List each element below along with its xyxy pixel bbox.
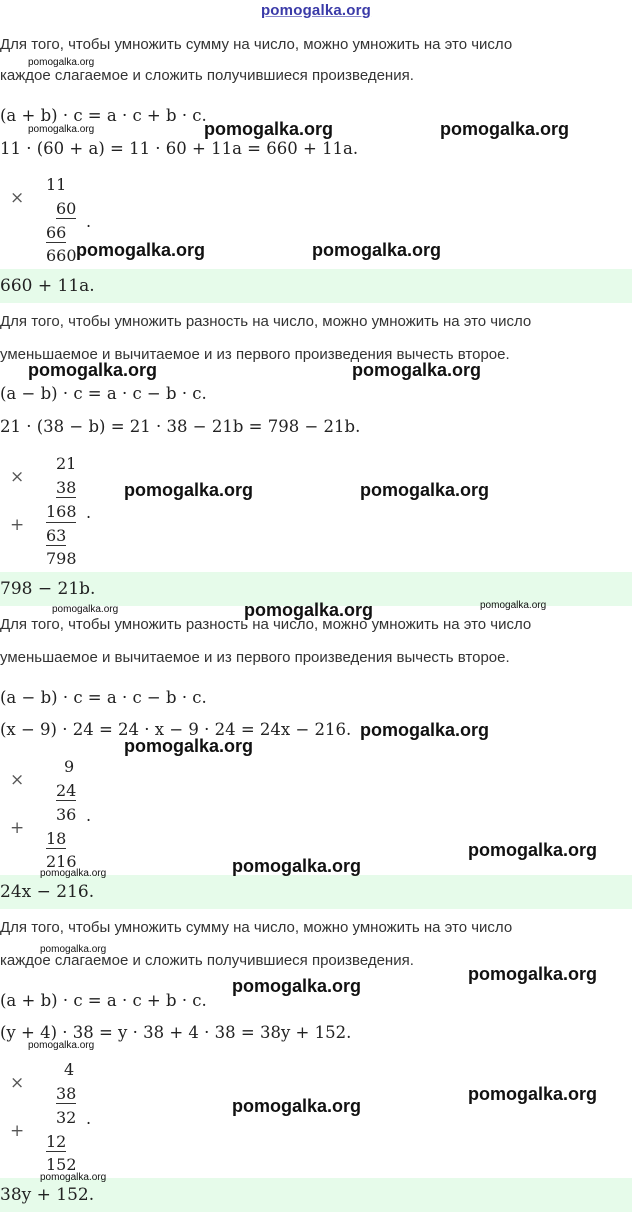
- watermark: pomogalka.org: [360, 720, 490, 740]
- answer: 798 − 21b.: [0, 579, 96, 599]
- watermark: pomogalka.org: [232, 976, 362, 996]
- rule-text-line-1: Для того, чтобы умножить сумму на число, можно умножить на это число: [0, 919, 513, 936]
- watermark: pomogalka.org: [468, 964, 598, 984]
- example-expression: (x − 9) · 24 = 24 · x − 9 · 24 = 24x − 216.: [0, 720, 352, 739]
- watermark: pomogalka.org: [76, 240, 206, 260]
- calc-factor: 60: [56, 199, 77, 218]
- formula: (a − b) · c = a · c − b · c.: [0, 384, 207, 403]
- rule-text-line-2: каждое слагаемое и сложить получившиеся произведения.: [0, 952, 414, 969]
- watermark: pomogalka.org: [468, 1084, 598, 1104]
- formula: (a + b) · c = a · c + b · c.: [0, 106, 207, 125]
- calc-partial-1: 66: [46, 223, 67, 242]
- watermark: pomogalka.org: [440, 119, 570, 139]
- watermark: pomogalka.org: [232, 1096, 362, 1116]
- answer: 24x − 216.: [0, 882, 95, 902]
- rule-text-line-2: уменьшаемое и вычитаемое и из первого произведения вычесть второе.: [0, 346, 510, 363]
- calc-partial-2: 12: [46, 1132, 67, 1151]
- calc-factor: 38: [56, 1084, 77, 1103]
- calc-result: 216: [46, 852, 77, 871]
- calc-top: 4: [64, 1060, 75, 1079]
- rule-text-line-2: уменьшаемое и вычитаемое и из первого произведения вычесть второе.: [0, 649, 510, 666]
- watermark: pomogalka.org: [468, 840, 598, 860]
- watermark: pomogalka.org: [40, 1172, 107, 1183]
- calc-factor: 38: [56, 478, 77, 497]
- rule-text-line-1: Для того, чтобы умножить разность на число, можно умножить на это число: [0, 313, 532, 330]
- example-expression: 21 · (38 − b) = 21 · 38 − 21b = 798 − 21b.: [0, 417, 361, 436]
- answer-band: [0, 269, 632, 303]
- calc-dot: .: [86, 212, 92, 231]
- calc-partial-1: 32: [56, 1108, 77, 1127]
- calc-result: 152: [46, 1155, 77, 1174]
- watermark: pomogalka.org: [352, 360, 482, 380]
- rule-text-line-1: Для того, чтобы умножить разность на число, можно умножить на это число: [0, 616, 532, 633]
- calc-partial-1: 36: [56, 805, 77, 824]
- calc-top: 21: [56, 454, 77, 473]
- rule-text-line-1: Для того, чтобы умножить сумму на число, можно умножить на это число: [0, 36, 513, 53]
- calc-factor: 24: [56, 781, 77, 800]
- example-expression: (y + 4) · 38 = y · 38 + 4 · 38 = 38y + 152.: [0, 1023, 352, 1042]
- calc-line: [46, 522, 76, 523]
- watermark: pomogalka.org: [244, 600, 374, 620]
- calc-dot: .: [86, 806, 92, 825]
- formula: (a − b) · c = a · c − b · c.: [0, 688, 207, 707]
- watermark: pomogalka.org: [52, 604, 119, 615]
- plus-sign: +: [10, 515, 25, 535]
- multiply-sign: ×: [10, 467, 25, 487]
- answer: 38y + 152.: [0, 1185, 95, 1205]
- calc-partial-1: 168: [46, 502, 77, 521]
- watermark: pomogalka.org: [360, 480, 490, 500]
- watermark: pomogalka.org: [124, 480, 254, 500]
- watermark: pomogalka.org: [480, 600, 547, 611]
- calc-partial-2: 63: [46, 526, 67, 545]
- watermark: pomogalka.org: [204, 119, 334, 139]
- calc-dot: .: [86, 503, 92, 522]
- plus-sign: +: [10, 1121, 25, 1141]
- answer-band: [0, 1178, 632, 1212]
- formula: (a + b) · c = a · c + b · c.: [0, 991, 207, 1010]
- calc-partial-2: 18: [46, 829, 67, 848]
- site-title[interactable]: pomogalka.org: [260, 2, 372, 19]
- example-expression: 11 · (60 + a) = 11 · 60 + 11a = 660 + 11a.: [0, 139, 359, 158]
- answer: 660 + 11a.: [0, 276, 95, 296]
- calc-result: 798: [46, 549, 77, 568]
- calc-top: 9: [64, 757, 75, 776]
- watermark: pomogalka.org: [40, 944, 107, 955]
- watermark: pomogalka.org: [40, 868, 107, 879]
- multiply-sign: ×: [10, 1073, 25, 1093]
- watermark: pomogalka.org: [124, 736, 254, 756]
- calc-dot: .: [86, 1109, 92, 1128]
- watermark: pomogalka.org: [232, 856, 362, 876]
- watermark: pomogalka.org: [28, 124, 95, 135]
- calc-top: 11: [46, 175, 67, 194]
- watermark: pomogalka.org: [28, 1040, 95, 1051]
- multiply-sign: ×: [10, 770, 25, 790]
- multiply-sign: ×: [10, 188, 25, 208]
- rule-text-line-2: каждое слагаемое и сложить получившиеся произведения.: [0, 67, 414, 84]
- plus-sign: +: [10, 818, 25, 838]
- calc-result: 660: [46, 246, 77, 265]
- answer-band: [0, 875, 632, 909]
- watermark: pomogalka.org: [312, 240, 442, 260]
- watermark: pomogalka.org: [28, 57, 95, 68]
- watermark: pomogalka.org: [28, 360, 158, 380]
